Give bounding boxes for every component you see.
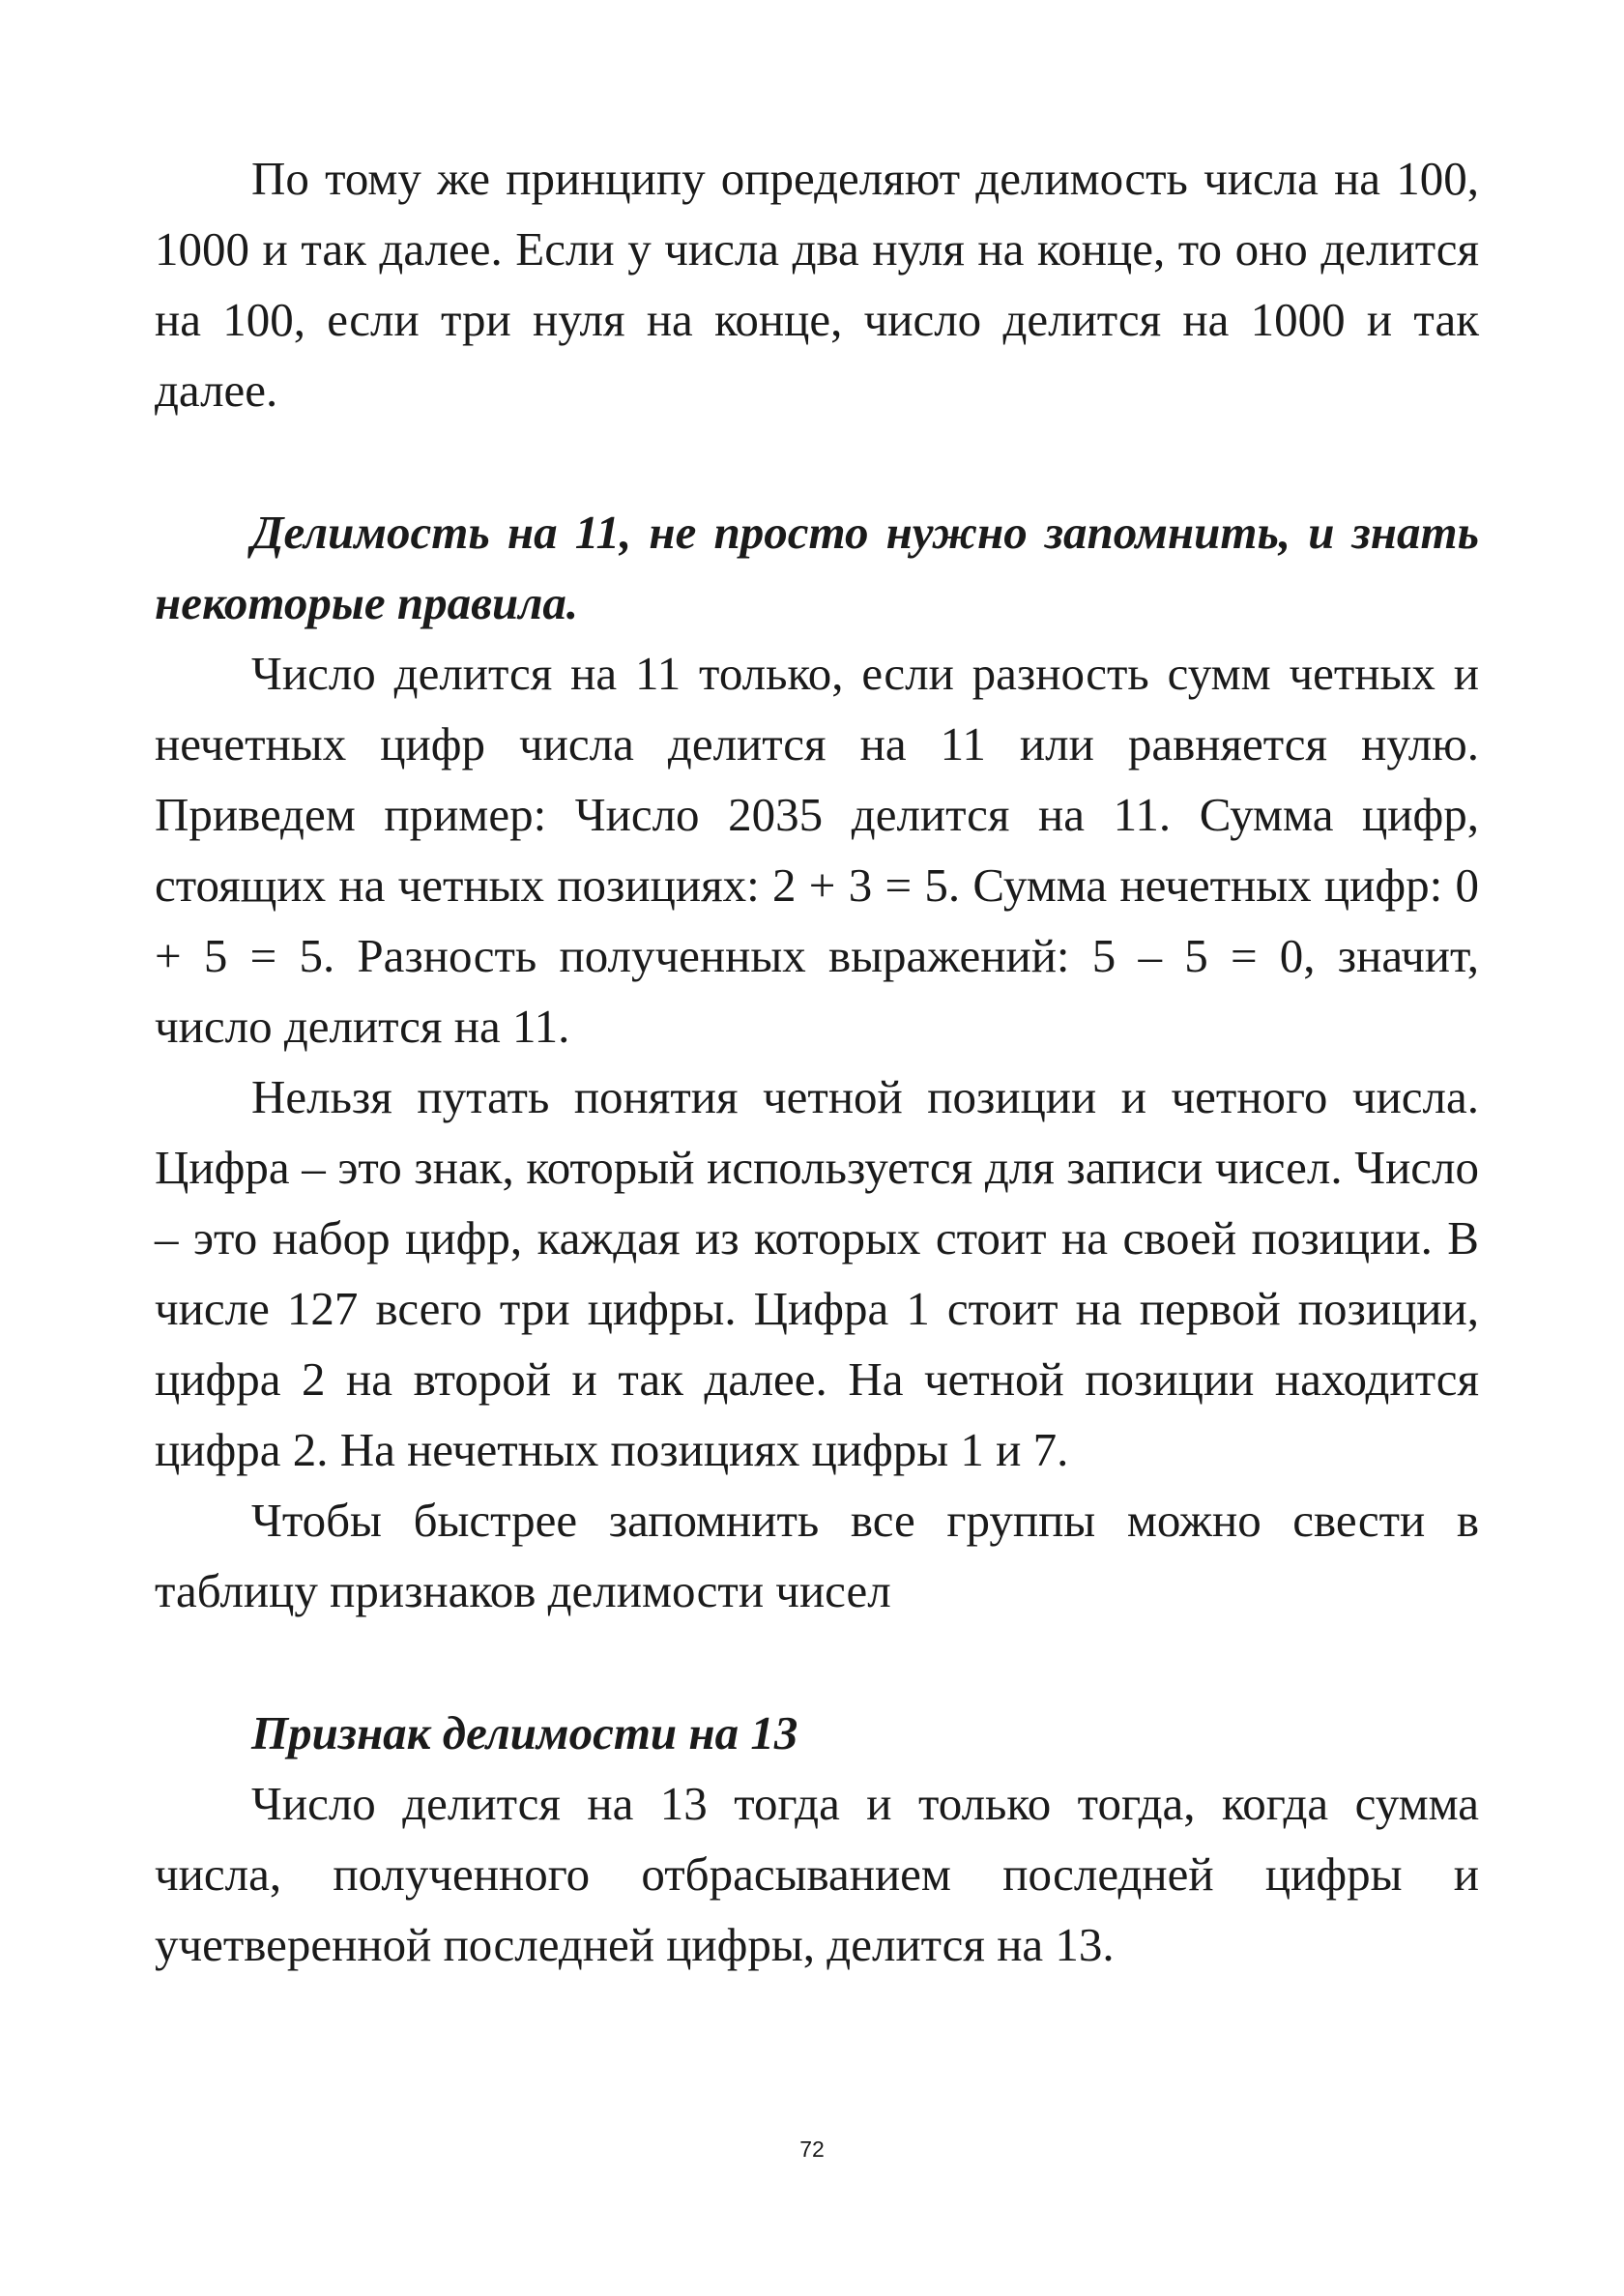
page-number: 72 (799, 2136, 825, 2162)
paragraph-rule-13: Число делится на 13 тогда и только тогда, когда сумма числа, полученного отбрасыванием последней цифры и учетверенной последней цифры, делится на 13. (155, 1777, 1479, 1971)
paragraph-divisibility-100: По тому же принципу определяют делимость числа на 100, 1000 и так далее. Если у числа два нуля на конце, то оно делится на 100, если три нуля на конце, число делится на 1000 и так далее. (155, 152, 1479, 417)
heading-divisibility-11: Делимость на 11, не просто нужно запомнить, и знать некоторые правила. (155, 506, 1479, 629)
paragraph-table-note: Чтобы быстрее запомнить все группы можно свести в таблицу признаков делимости чисел (155, 1494, 1479, 1617)
heading-divisibility-13: Признак делимости на 13 (251, 1706, 798, 1759)
paragraph-digit-vs-number: Нельзя путать понятия четной позиции и четного числа. Цифра – это знак, который используется для записи чисел. Число – это набор цифр, каждая из которых стоит на своей позиции. В числе 127 всего три цифры. Цифра 1 стоит на первой позиции, цифра 2 на второй и так далее. На четной позиции находится цифра 2. На нечетных позициях цифры 1 и 7. (155, 1070, 1479, 1476)
paragraph-rule-11: Число делится на 11 только, если разность сумм четных и нечетных цифр числа делится на 11 или равняется нулю. Приведем пример: Число 2035 делится на 11. Сумма цифр, стоящих на четных позициях: 2 + 3 = 5. Сумма нечетных цифр: 0 + 5 = 5. Разность полученных выражений: 5 – 5 = 0, значит, число делится на 11. (155, 647, 1479, 1053)
page-content (155, 143, 1479, 1980)
